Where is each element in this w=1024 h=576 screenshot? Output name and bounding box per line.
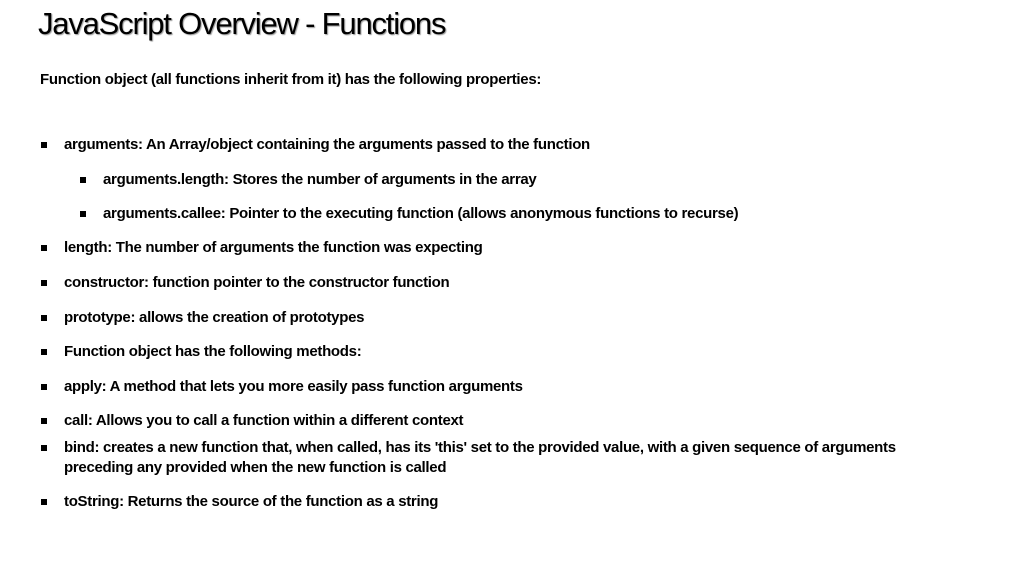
bullet-text: apply: A method that lets you more easily pass function arguments <box>64 378 523 395</box>
intro-text: Function object (all functions inherit from it) has the following properties: <box>40 71 542 88</box>
bullet-text: constructor: function pointer to the constructor function <box>64 274 450 291</box>
bullet-text: length: The number of arguments the function was expecting <box>64 239 483 256</box>
bullet-text: arguments.length: Stores the number of arguments in the array <box>103 171 537 188</box>
bullet-marker-icon <box>41 315 47 321</box>
bullet-marker-icon <box>80 177 86 183</box>
bullet-text: Function object has the following methods: <box>64 343 362 360</box>
bullet-text: arguments: An Array/object containing the arguments passed to the function <box>64 136 590 153</box>
bullet-text: arguments.callee: Pointer to the executing function (allows anonymous functions to recurse) <box>103 205 739 222</box>
bullet-marker-icon <box>41 280 47 286</box>
bullet-marker-icon <box>41 418 47 424</box>
bullet-text: call: Allows you to call a function within a different context <box>64 412 464 429</box>
bullet-text: bind: creates a new function that, when called, has its 'this' set to the provided value, with a given sequence of arguments preceding any provided when the new function is called <box>64 439 896 476</box>
bullet-marker-icon <box>41 499 47 505</box>
bullet-marker-icon <box>80 211 86 217</box>
slide-title: JavaScript Overview - Functions <box>38 6 446 41</box>
bullet-marker-icon <box>41 445 47 451</box>
bullet-marker-icon <box>41 349 47 355</box>
bullet-marker-icon <box>41 142 47 148</box>
bullet-marker-icon <box>41 384 47 390</box>
bullet-text: prototype: allows the creation of prototypes <box>64 309 365 326</box>
bullet-marker-icon <box>41 245 47 251</box>
bullet-text: toString: Returns the source of the function as a string <box>64 493 439 510</box>
